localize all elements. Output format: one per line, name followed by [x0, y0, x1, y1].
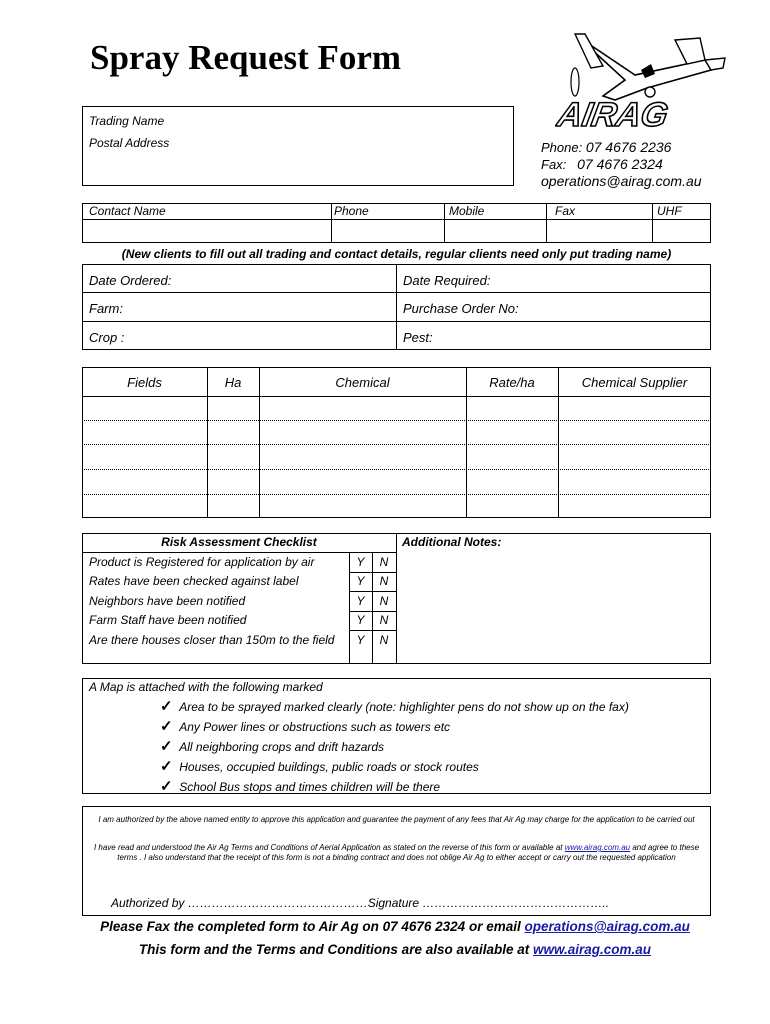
risk-item: Are there houses closer than 150m to the field: [89, 633, 335, 647]
terms-link[interactable]: www.airag.com.au: [564, 843, 631, 852]
logo-text: AIRAG: [555, 96, 671, 134]
risk-item: Neighbors have been notified: [89, 594, 246, 608]
phone-number: 07 4676 2236: [585, 139, 672, 155]
footer-email-link[interactable]: operations@airag.com.au: [524, 919, 690, 934]
page-title: Spray Request Form: [90, 38, 402, 77]
terms-text: I have read and understood the Air Ag Terms and Conditions of Aerial Application as stated on the reverse of this form or available at www.airag.com.au and agree to these terms . I also understand that the receipt of this form is not a binding contract and does not oblige Air Ag to either accept or carry out the requested application: [93, 843, 700, 862]
footer-website-link[interactable]: www.airag.com.au: [533, 942, 652, 957]
airplane-icon: [555, 30, 735, 134]
checkmark-icon: ✓: [160, 758, 173, 775]
footer-fax-line: Please Fax the completed form to Air Ag on 07 4676 2324 or email operations@airag.com.au: [100, 919, 690, 934]
map-item: ✓ School Bus stops and times children will be there: [160, 778, 441, 795]
no-option[interactable]: N: [379, 574, 389, 588]
phone-header: Phone: [334, 204, 369, 218]
checkmark-icon: ✓: [160, 698, 173, 715]
map-item: ✓ Houses, occupied buildings, public roads or stock routes: [160, 758, 479, 775]
email-address[interactable]: operations@airag.com.au: [541, 173, 702, 189]
authorization-text: I am authorized by the above named entity to approve this application and guarantee the payment of any fees that Air Ag may charge for the application to be carried out: [98, 815, 695, 824]
yes-option[interactable]: Y: [356, 574, 365, 588]
chemical-header: Chemical: [335, 375, 390, 390]
no-option[interactable]: N: [379, 613, 389, 627]
date-required-label: Date Required:: [403, 273, 491, 288]
contact-info: [541, 139, 702, 190]
checkmark-icon: ✓: [160, 718, 173, 735]
yes-option[interactable]: Y: [356, 555, 365, 569]
map-item: ✓ Any Power lines or obstructions such as towers etc: [160, 718, 451, 735]
chemical-supplier-header: Chemical Supplier: [581, 375, 688, 390]
pest-label: Pest:: [403, 330, 433, 345]
no-option[interactable]: N: [379, 555, 389, 569]
airag-logo: [555, 30, 735, 134]
checkmark-icon: ✓: [160, 738, 173, 755]
risk-item: Rates have been checked against label: [89, 574, 299, 588]
no-option[interactable]: N: [379, 594, 389, 608]
ha-header: Ha: [224, 375, 242, 390]
yes-option[interactable]: Y: [356, 594, 365, 608]
no-option[interactable]: N: [379, 633, 389, 647]
checkmark-icon: ✓: [160, 778, 173, 795]
yes-option[interactable]: Y: [356, 613, 365, 627]
fax-header: Fax: [555, 204, 576, 218]
purchase-order-label: Purchase Order No:: [403, 301, 519, 316]
map-item: ✓ Area to be sprayed marked clearly (note: highlighter pens do not show up on the fax): [160, 698, 629, 715]
fields-header: Fields: [127, 375, 162, 390]
postal-address-label: Postal Address: [89, 136, 170, 150]
contact-name-header: Contact Name: [89, 204, 166, 218]
map-item: ✓ All neighboring crops and drift hazards: [160, 738, 385, 755]
farm-label: Farm:: [89, 301, 123, 316]
uhf-header: UHF: [657, 204, 682, 218]
yes-option[interactable]: Y: [356, 633, 365, 647]
footer-website-line: This form and the Terms and Conditions are also available at www.airag.com.au: [138, 942, 652, 957]
phone-label: Phone:: [541, 140, 583, 155]
new-clients-note: (New clients to fill out all trading and contact details, regular clients need only put trading name): [121, 247, 672, 261]
fax-number: 07 4676 2324: [577, 156, 663, 172]
risk-item: Product is Registered for application by air: [89, 555, 315, 569]
trading-box[interactable]: [82, 106, 514, 186]
contact-table[interactable]: [82, 203, 711, 243]
trading-name-label: Trading Name: [89, 114, 165, 128]
risk-item: Farm Staff have been notified: [89, 613, 247, 627]
crop-label: Crop :: [89, 330, 125, 345]
risk-checklist-title: Risk Assessment Checklist: [161, 535, 317, 549]
map-title: A Map is attached with the following marked: [89, 680, 323, 694]
mobile-header: Mobile: [449, 204, 485, 218]
additional-notes-title: Additional Notes:: [402, 535, 502, 549]
signature-line[interactable]: Authorized by ………………………………………Signature ………………………………………..: [111, 896, 610, 910]
fax-label: Fax:: [541, 157, 567, 172]
rate-header: Rate/ha: [489, 375, 535, 390]
map-checklist: [160, 697, 629, 797]
date-ordered-label: Date Ordered:: [89, 273, 172, 288]
